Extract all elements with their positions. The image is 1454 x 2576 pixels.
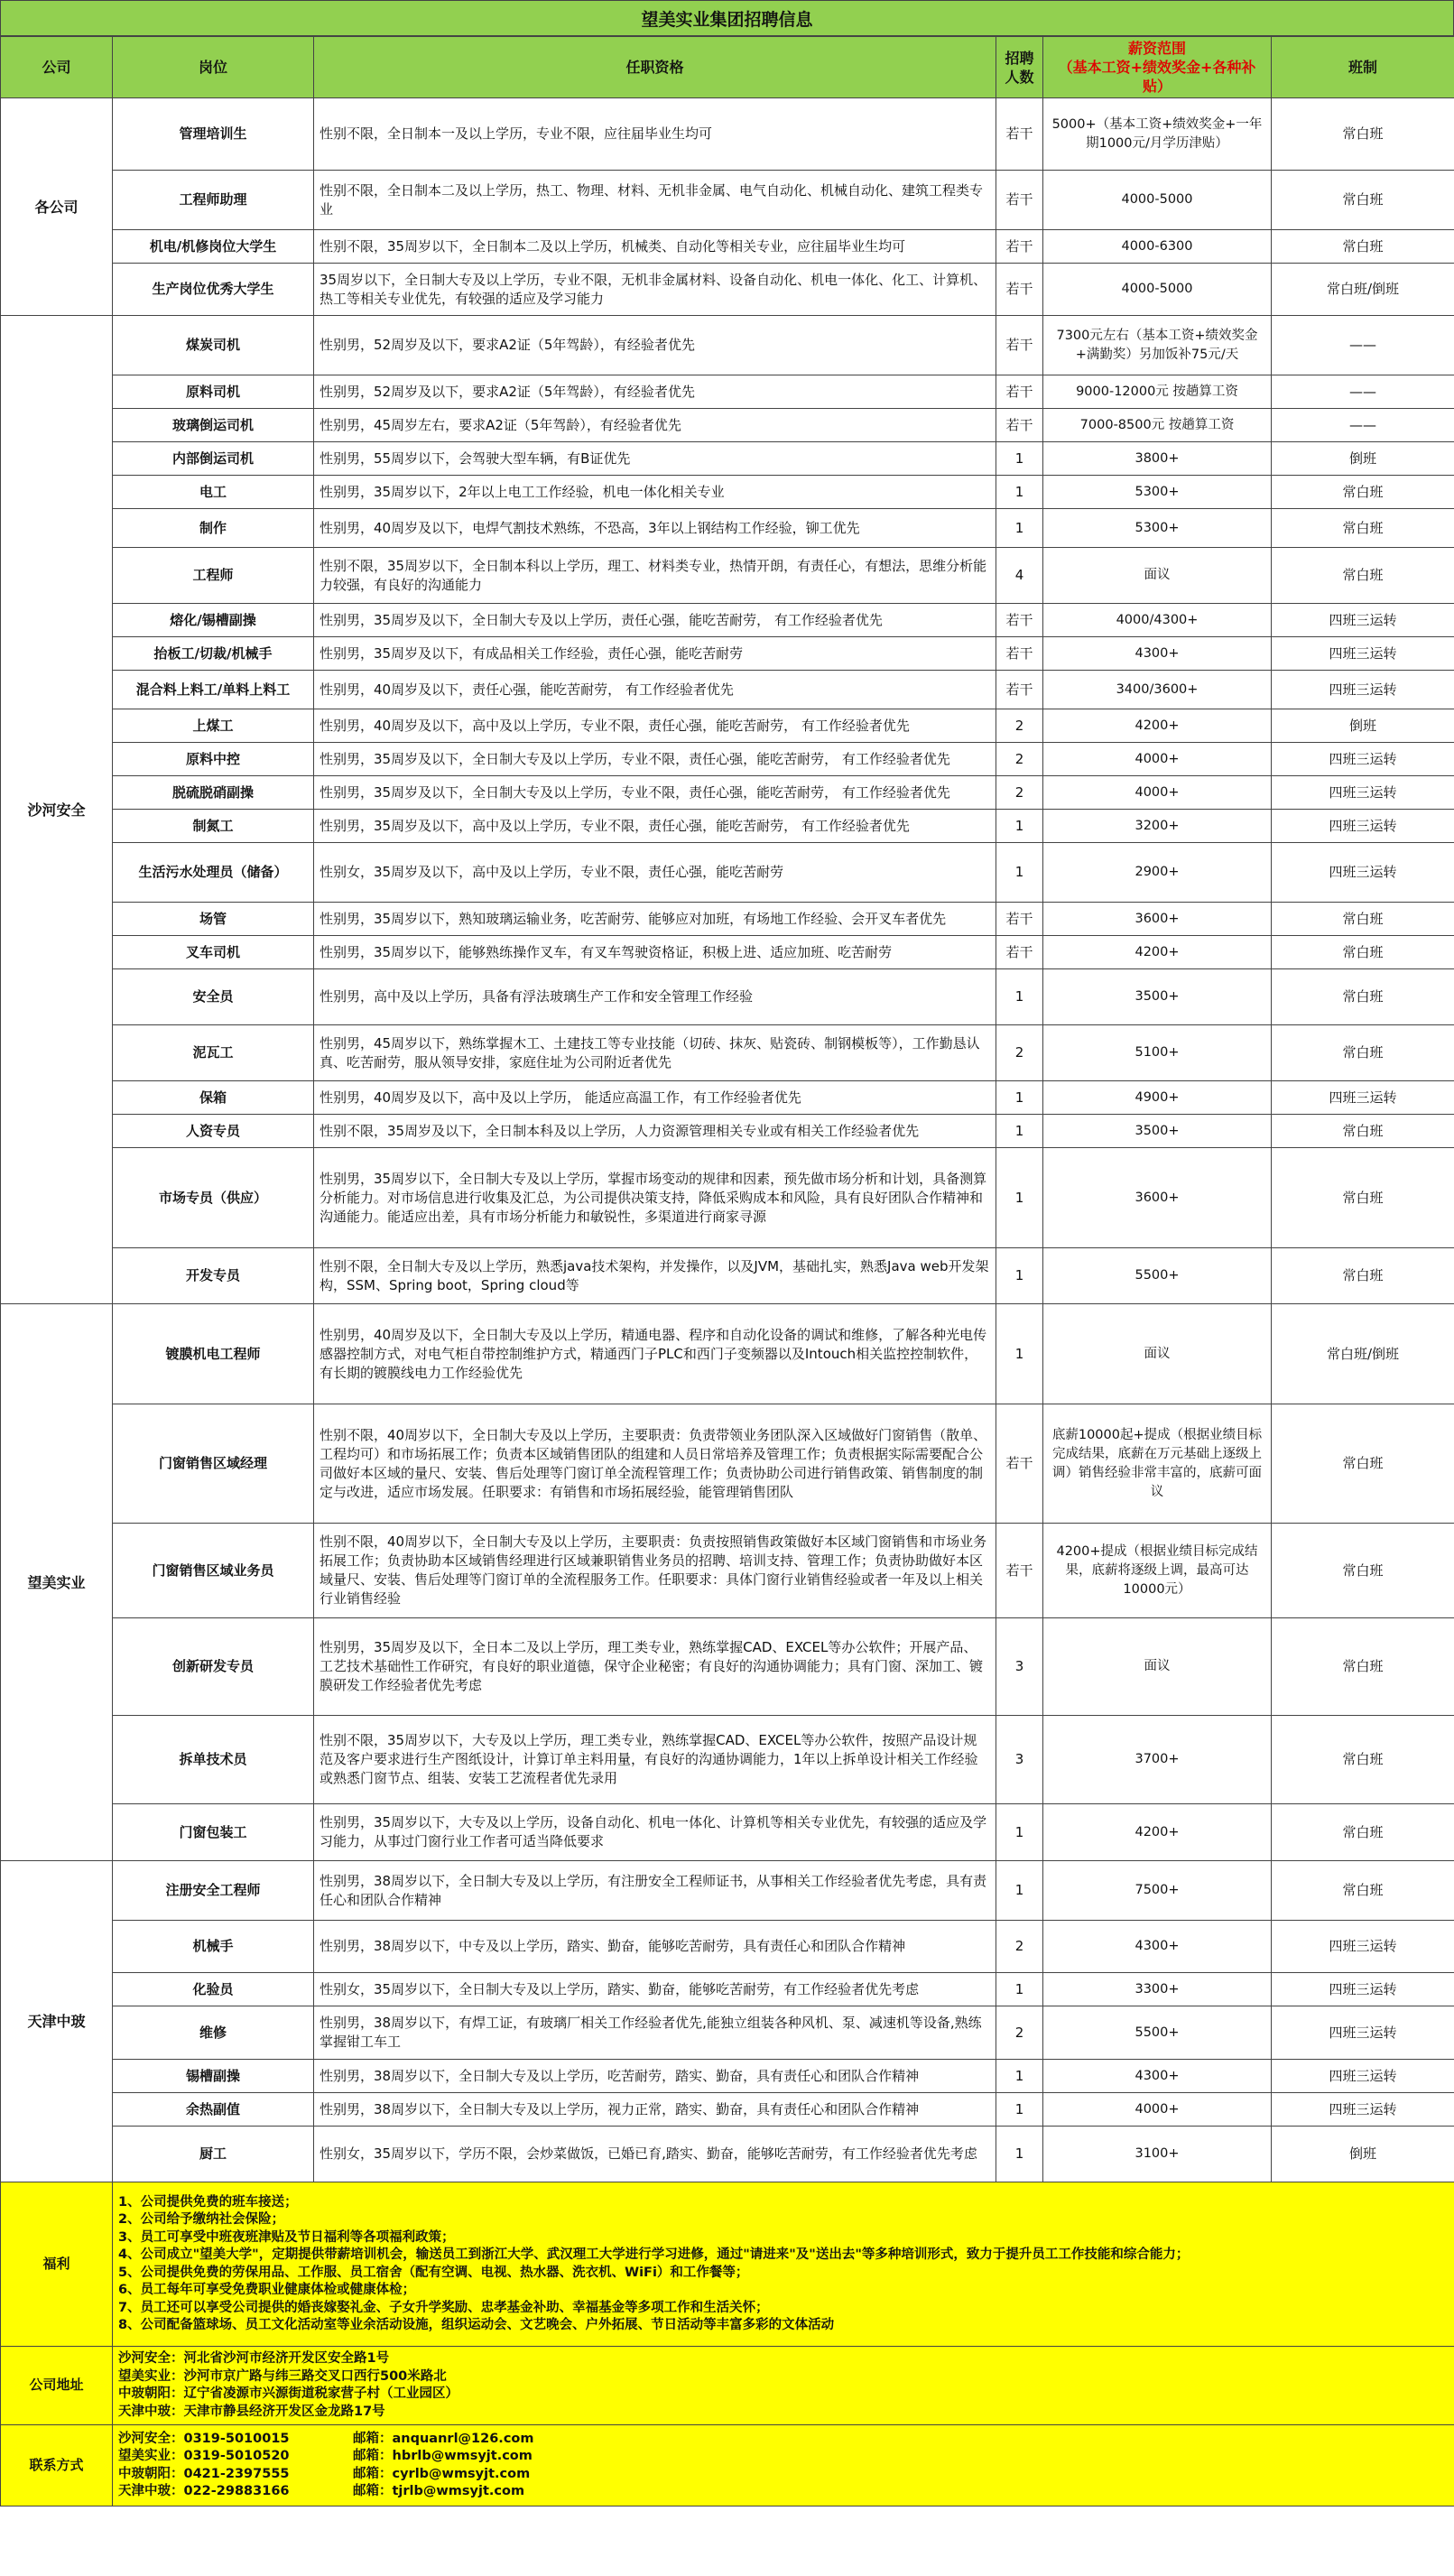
count-cell: 2 <box>996 743 1043 776</box>
requirement-cell: 性别男，55周岁以下，会驾驶大型车辆，有B证优先 <box>314 442 996 476</box>
position-cell: 原料司机 <box>113 375 314 409</box>
count-cell: 1 <box>996 1081 1043 1115</box>
welfare-item: 4、公司成立"望美大学"，定期提供带薪培训机会，输送员工到浙江大学、武汉理工大学进行学习进修，通过"请进来"及"送出去"等多种培训形式，致力于提升员工工作技能和综合能力； <box>118 2247 1190 2262</box>
requirement-cell: 性别不限，全日制大专及以上学历，熟悉java技术架构，并发操作，以及JVM，基础扎实，熟悉Java web开发架构，SSM、Spring boot，Spring cloud等 <box>314 1248 996 1304</box>
contact-phone: 沙河安全：0319-5010015 <box>118 2431 290 2446</box>
salary-cell: 4300+ <box>1043 637 1272 671</box>
shift-cell: 四班三运转 <box>1272 743 1454 776</box>
table-row <box>1 743 1454 776</box>
salary-cell: 3300+ <box>1043 1973 1272 2006</box>
table-row <box>1 843 1454 903</box>
shift-cell: 四班三运转 <box>1272 776 1454 810</box>
table-row <box>1 936 1454 969</box>
salary-cell: 4000/4300+ <box>1043 604 1272 637</box>
count-cell: 若干 <box>996 316 1043 375</box>
position-cell: 拆单技术员 <box>113 1716 314 1804</box>
shift-cell: 四班三运转 <box>1272 1081 1454 1115</box>
table-row <box>1 476 1454 509</box>
table-row <box>1 1618 1454 1716</box>
count-cell: 若干 <box>996 375 1043 409</box>
table-header-row <box>1 37 1454 98</box>
position-cell: 工程师助理 <box>113 171 314 230</box>
count-cell: 1 <box>996 810 1043 843</box>
salary-cell: 3100+ <box>1043 2127 1272 2182</box>
requirement-cell: 性别男，35周岁及以下，全日制大专及以上学历，专业不限，责任心强，能吃苦耐劳， 有工作经验者优先 <box>314 776 996 810</box>
salary-cell: 4200+ <box>1043 1804 1272 1861</box>
table-row <box>1 2060 1454 2093</box>
position-cell: 抬板工/切裁/机械手 <box>113 637 314 671</box>
count-cell: 若干 <box>996 98 1043 171</box>
position-cell: 内部倒运司机 <box>113 442 314 476</box>
requirement-cell: 性别男，52周岁及以下，要求A2证（5年驾龄），有经验者优先 <box>314 375 996 409</box>
salary-cell: 5500+ <box>1043 2006 1272 2060</box>
contact-email[interactable]: 邮箱：cyrlb@wmsyjt.com <box>353 2466 531 2481</box>
salary-cell: 4000-5000 <box>1043 171 1272 230</box>
table-row <box>1 1248 1454 1304</box>
table-row <box>1 1304 1454 1404</box>
count-cell: 若干 <box>996 903 1043 936</box>
salary-cell: 5500+ <box>1043 1248 1272 1304</box>
address-content <box>113 2347 1454 2425</box>
recruitment-table <box>0 36 1454 2507</box>
count-cell: 1 <box>996 2093 1043 2127</box>
requirement-cell: 性别不限，35周岁以下，全日制本科以上学历，理工、材料类专业，热情开朗，有责任心，有想法，思维分析能力较强，有良好的沟通能力 <box>314 548 996 604</box>
salary-cell: 4200+提成（根据业绩目标完成结果，底薪将逐级上调，最高可达10000元） <box>1043 1524 1272 1618</box>
shift-cell: 常白班 <box>1272 509 1454 548</box>
header-position: 岗位 <box>113 37 314 98</box>
count-cell: 若干 <box>996 1404 1043 1524</box>
shift-cell: 常白班 <box>1272 476 1454 509</box>
position-cell: 制氮工 <box>113 810 314 843</box>
count-cell: 1 <box>996 969 1043 1025</box>
requirement-cell: 性别男，高中及以上学历，具备有浮法玻璃生产工作和安全管理工作经验 <box>314 969 996 1025</box>
count-cell: 1 <box>996 1148 1043 1248</box>
shift-cell: —— <box>1272 375 1454 409</box>
shift-cell: 四班三运转 <box>1272 1973 1454 2006</box>
table-row <box>1 776 1454 810</box>
table-row <box>1 810 1454 843</box>
count-cell: 1 <box>996 843 1043 903</box>
address-item: 天津中玻：天津市静县经济开发区金龙路17号 <box>118 2404 385 2419</box>
table-row <box>1 1921 1454 1973</box>
salary-cell: 3400/3600+ <box>1043 671 1272 709</box>
requirement-cell: 性别男，35周岁及以下，高中及以上学历，专业不限，责任心强，能吃苦耐劳， 有工作经验者优先 <box>314 810 996 843</box>
salary-cell: 4000-6300 <box>1043 230 1272 264</box>
count-cell: 若干 <box>996 409 1043 442</box>
requirement-cell: 性别不限，全日制本二及以上学历，热工、物理、材料、无机非金属、电气自动化、机械自动化、建筑工程类专业 <box>314 171 996 230</box>
requirement-cell: 性别男，38周岁以下，全日制大专及以上学历，视力正常，踏实、勤奋，具有责任心和团队合作精神 <box>314 2093 996 2127</box>
position-cell: 场管 <box>113 903 314 936</box>
salary-cell: 2900+ <box>1043 843 1272 903</box>
shift-cell: 常白班 <box>1272 1404 1454 1524</box>
table-row <box>1 264 1454 316</box>
count-cell: 2 <box>996 709 1043 743</box>
address-label: 公司地址 <box>1 2347 113 2425</box>
salary-cell: 5100+ <box>1043 1025 1272 1081</box>
position-cell: 机电/机修岗位大学生 <box>113 230 314 264</box>
company-cell: 望美实业 <box>1 1304 113 1861</box>
table-row <box>1 1148 1454 1248</box>
header-salary <box>1043 37 1272 98</box>
table-row <box>1 1115 1454 1148</box>
position-cell: 管理培训生 <box>113 98 314 171</box>
contact-phone: 中玻朝阳：0421-2397555 <box>118 2466 290 2481</box>
salary-cell: 4000+ <box>1043 743 1272 776</box>
position-cell: 开发专员 <box>113 1248 314 1304</box>
salary-cell: 4000+ <box>1043 2093 1272 2127</box>
header-count: 招聘人数 <box>996 37 1043 98</box>
count-cell: 1 <box>996 2127 1043 2182</box>
company-cell: 沙河安全 <box>1 316 113 1304</box>
welfare-item: 8、公司配备篮球场、员工文化活动室等业余活动设施，组织运动会、文艺晚会、户外拓展、节日活动等丰富多彩的文体活动 <box>118 2318 835 2332</box>
shift-cell: 常白班 <box>1272 1716 1454 1804</box>
table-row <box>1 671 1454 709</box>
requirement-cell: 性别不限，35周岁以下，大专及以上学历，理工类专业，熟练掌握CAD、EXCEL等办公软件，按照产品设计规范及客户要求进行生产图纸设计，计算订单主料用量，有良好的沟通协调能力，1年以上拆单设计相关工作经验或熟悉门窗节点、组装、安装工艺流程者优先录用 <box>314 1716 996 1804</box>
table-row <box>1 1025 1454 1081</box>
count-cell: 2 <box>996 1025 1043 1081</box>
shift-cell: 常白班 <box>1272 1148 1454 1248</box>
position-cell: 门窗销售区域业务员 <box>113 1524 314 1618</box>
position-cell: 原料中控 <box>113 743 314 776</box>
contact-email[interactable]: 邮箱：anquanrl@126.com <box>353 2431 534 2446</box>
position-cell: 生活污水处理员（储备） <box>113 843 314 903</box>
requirement-cell: 性别男，45周岁以下，熟练掌握木工、土建技工等专业技能（切砖、抹灰、贴瓷砖、制钢模板等），工作勤恳认真、吃苦耐劳，服从领导安排，家庭住址为公司附近者优先 <box>314 1025 996 1081</box>
count-cell: 若干 <box>996 671 1043 709</box>
salary-cell: 7300元左右（基本工资+绩效奖金+满勤奖）另加饭补75元/天 <box>1043 316 1272 375</box>
address-item: 沙河安全：河北省沙河市经济开发区安全路1号 <box>118 2351 390 2366</box>
position-cell: 熔化/锡槽副操 <box>113 604 314 637</box>
requirement-cell: 性别不限，35周岁及以下，全日制本科及以上学历，人力资源管理相关专业或有相关工作经验者优先 <box>314 1115 996 1148</box>
shift-cell: 常白班 <box>1272 1248 1454 1304</box>
header-salary-note: （基本工资+绩效奖金+各种补贴） <box>1058 59 1256 95</box>
table-row <box>1 316 1454 375</box>
salary-cell: 4000-5000 <box>1043 264 1272 316</box>
shift-cell: 四班三运转 <box>1272 810 1454 843</box>
job-rows <box>1 98 1454 2182</box>
shift-cell: 四班三运转 <box>1272 2006 1454 2060</box>
requirement-cell: 性别女，35周岁以下，学历不限，会炒菜做饭，已婚已育,踏实、勤奋，能够吃苦耐劳，有工作经验者优先考虑 <box>314 2127 996 2182</box>
position-cell: 机械手 <box>113 1921 314 1973</box>
shift-cell: 常白班 <box>1272 1115 1454 1148</box>
welfare-item: 1、公司提供免费的班车接送； <box>118 2194 298 2210</box>
position-cell: 注册安全工程师 <box>113 1861 314 1921</box>
table-row <box>1 604 1454 637</box>
salary-cell: 5300+ <box>1043 509 1272 548</box>
requirement-cell: 性别不限，40周岁以下，全日制大专及以上学历，主要职责：负责按照销售政策做好本区域门窗销售和市场业务拓展工作；负责协助本区域销售经理进行区域兼职销售业务员的招聘、培训支持、管理工作；负责协助做好本区域量尺、安装、售后处理等门窗订单的全流程服务工作。任职要求：具体门窗行业销售经验或者一年及以上相关行业销售经验 <box>314 1524 996 1618</box>
requirement-cell: 性别男，45周岁左右，要求A2证（5年驾龄），有经验者优先 <box>314 409 996 442</box>
position-cell: 市场专员（供应） <box>113 1148 314 1248</box>
table-row <box>1 1404 1454 1524</box>
position-cell: 创新研发专员 <box>113 1618 314 1716</box>
shift-cell: 倒班 <box>1272 2127 1454 2182</box>
table-row <box>1 903 1454 936</box>
shift-cell: —— <box>1272 409 1454 442</box>
count-cell: 2 <box>996 776 1043 810</box>
shift-cell: 常白班 <box>1272 548 1454 604</box>
position-cell: 泥瓦工 <box>113 1025 314 1081</box>
table-row <box>1 171 1454 230</box>
requirement-cell: 性别男，52周岁及以下，要求A2证（5年驾龄），有经验者优先 <box>314 316 996 375</box>
welfare-row <box>1 2182 1454 2347</box>
salary-cell: 4200+ <box>1043 709 1272 743</box>
requirement-cell: 性别不限，全日制本一及以上学历，专业不限，应往届毕业生均可 <box>314 98 996 171</box>
position-cell: 叉车司机 <box>113 936 314 969</box>
shift-cell: 常白班 <box>1272 98 1454 171</box>
salary-cell: 9000-12000元 按趟算工资 <box>1043 375 1272 409</box>
requirement-cell: 性别男，35周岁及以下，全日本二及以上学历，理工类专业，熟练掌握CAD、EXCEL等办公软件；开展产品、工艺技术基础性工作研究，有良好的职业道德，保守企业秘密；有良好的沟通协调能力；具有门窗、深加工、镀膜研发工作经验者优先考虑 <box>314 1618 996 1716</box>
position-cell: 工程师 <box>113 548 314 604</box>
count-cell: 若干 <box>996 604 1043 637</box>
requirement-cell: 性别男，38周岁以下，中专及以上学历，踏实、勤奋，能够吃苦耐劳，具有责任心和团队合作精神 <box>314 1921 996 1973</box>
requirement-cell: 性别不限，40周岁以下，全日制大专及以上学历，主要职责：负责带领业务团队深入区域做好门窗销售（散单、工程均可）和市场拓展工作；负责本区域销售团队的组建和人员日常培养及管理工作；负责根据实际需要配合公司做好本区域的量尺、安装、售后处理等门窗订单全流程管理工作；负责协助公司进行销售政策、销售制度的制定与改进，适应市场发展。任职要求：有销售和市场拓展经验，能管理销售团队 <box>314 1404 996 1524</box>
position-cell: 电工 <box>113 476 314 509</box>
contact-email[interactable]: 邮箱：hbrlb@wmsyjt.com <box>353 2449 533 2463</box>
shift-cell: 常白班 <box>1272 230 1454 264</box>
requirement-cell: 35周岁以下，全日制大专及以上学历，专业不限，无机非金属材料、设备自动化、机电一体化、化工、计算机、热工等相关专业优先，有较强的适应及学习能力 <box>314 264 996 316</box>
salary-cell: 3200+ <box>1043 810 1272 843</box>
contact-email[interactable]: 邮箱：tjrlb@wmsyjt.com <box>353 2484 525 2498</box>
requirement-cell: 性别男，35周岁及以下，全日制大专及以上学历，责任心强，能吃苦耐劳， 有工作经验者优先 <box>314 604 996 637</box>
salary-cell: 3500+ <box>1043 1115 1272 1148</box>
header-salary-title: 薪资范围 <box>1127 40 1186 57</box>
table-row <box>1 442 1454 476</box>
welfare-label: 福利 <box>1 2182 113 2347</box>
requirement-cell: 性别男，40周岁及以下，电焊气割技术熟练，不恐高，3年以上钢结构工作经验，铆工优先 <box>314 509 996 548</box>
count-cell: 2 <box>996 1921 1043 1973</box>
salary-cell: 4900+ <box>1043 1081 1272 1115</box>
shift-cell: 常白班 <box>1272 1025 1454 1081</box>
requirement-cell: 性别男，40周岁及以下，高中及以上学历， 能适应高温工作，有工作经验者优先 <box>314 1081 996 1115</box>
salary-cell: 4000+ <box>1043 776 1272 810</box>
count-cell: 若干 <box>996 637 1043 671</box>
page-title: 望美实业集团招聘信息 <box>0 0 1454 36</box>
contact-label: 联系方式 <box>1 2425 113 2507</box>
table-row <box>1 709 1454 743</box>
shift-cell: 常白班 <box>1272 1618 1454 1716</box>
count-cell: 4 <box>996 548 1043 604</box>
count-cell: 1 <box>996 1304 1043 1404</box>
position-cell: 上煤工 <box>113 709 314 743</box>
salary-cell: 4300+ <box>1043 1921 1272 1973</box>
company-cell: 各公司 <box>1 98 113 316</box>
header-company: 公司 <box>1 37 113 98</box>
welfare-item: 7、员工还可以享受公司提供的婚丧嫁娶礼金、子女升学奖励、忠孝基金补助、幸福基金等多项工作和生活关怀； <box>118 2300 769 2315</box>
count-cell: 2 <box>996 2006 1043 2060</box>
salary-cell: 面议 <box>1043 1618 1272 1716</box>
shift-cell: —— <box>1272 316 1454 375</box>
shift-cell: 四班三运转 <box>1272 604 1454 637</box>
salary-cell: 3600+ <box>1043 903 1272 936</box>
requirement-cell: 性别男，35周岁以下，2年以上电工工作经验，机电一体化相关专业 <box>314 476 996 509</box>
shift-cell: 常白班 <box>1272 1861 1454 1921</box>
count-cell: 1 <box>996 1248 1043 1304</box>
salary-cell: 3500+ <box>1043 969 1272 1025</box>
requirement-cell: 性别男，40周岁及以下，全日制大专及以上学历，精通电器、程序和自动化设备的调试和维修，了解各种光电传感器控制方式，对电气柜自带控制维护方式，精通西门子PLC和西门子变频器以及Intouch相关监控控制软件，有长期的镀膜线电力工作经验优先 <box>314 1304 996 1404</box>
position-cell: 脱硫脱硝副操 <box>113 776 314 810</box>
shift-cell: 常白班 <box>1272 1804 1454 1861</box>
position-cell: 玻璃倒运司机 <box>113 409 314 442</box>
position-cell: 锡槽副操 <box>113 2060 314 2093</box>
address-item: 望美实业：沙河市京广路与纬三路交叉口西行500米路北 <box>118 2368 447 2384</box>
welfare-content <box>113 2182 1454 2347</box>
shift-cell: 常白班 <box>1272 903 1454 936</box>
contact-row <box>1 2425 1454 2507</box>
count-cell: 3 <box>996 1716 1043 1804</box>
count-cell: 若干 <box>996 936 1043 969</box>
shift-cell: 常白班 <box>1272 969 1454 1025</box>
table-row <box>1 509 1454 548</box>
salary-cell: 3600+ <box>1043 1148 1272 1248</box>
requirement-cell: 性别男，35周岁及以下，有成品相关工作经验，责任心强，能吃苦耐劳 <box>314 637 996 671</box>
position-cell: 煤炭司机 <box>113 316 314 375</box>
welfare-item: 3、员工可享受中班夜班津贴及节日福利等各项福利政策； <box>118 2229 455 2245</box>
table-row <box>1 230 1454 264</box>
count-cell: 若干 <box>996 1524 1043 1618</box>
footer-rows <box>1 2182 1454 2507</box>
shift-cell: 四班三运转 <box>1272 2060 1454 2093</box>
count-cell: 若干 <box>996 264 1043 316</box>
salary-cell: 7500+ <box>1043 1861 1272 1921</box>
position-cell: 镀膜机电工程师 <box>113 1304 314 1404</box>
table-row <box>1 409 1454 442</box>
position-cell: 厨工 <box>113 2127 314 2182</box>
requirement-cell: 性别男，35周岁及以下，全日制大专及以上学历，专业不限，责任心强，能吃苦耐劳， 有工作经验者优先 <box>314 743 996 776</box>
address-row <box>1 2347 1454 2425</box>
welfare-item: 6、员工每年可享受免费职业健康体检或健康体检； <box>118 2283 416 2297</box>
shift-cell: 常白班 <box>1272 171 1454 230</box>
table-row <box>1 1716 1454 1804</box>
requirement-cell: 性别男，38周岁以下，全日制大专及以上学历，吃苦耐劳，踏实、勤奋，具有责任心和团队合作精神 <box>314 2060 996 2093</box>
requirement-cell: 性别女，35周岁及以下，高中及以上学历，专业不限，责任心强，能吃苦耐劳 <box>314 843 996 903</box>
requirement-cell: 性别男，40周岁及以下，责任心强，能吃苦耐劳， 有工作经验者优先 <box>314 671 996 709</box>
requirement-cell: 性别男，35周岁以下，全日制大专及以上学历，掌握市场变动的规律和因素，预先做市场分析和计划，具备测算分析能力。对市场信息进行收集及汇总，为公司提供决策支持，降低采购成本和风险，具有良好团队合作精神和沟通能力。能适应出差，具有市场分析能力和敏锐性，多渠道进行商家寻源 <box>314 1148 996 1248</box>
requirement-cell: 性别男，35周岁以下，能够熟练操作叉车，有叉车驾驶资格证，积极上进、适应加班、吃苦耐劳 <box>314 936 996 969</box>
table-row <box>1 1861 1454 1921</box>
salary-cell: 3700+ <box>1043 1716 1272 1804</box>
count-cell: 1 <box>996 1115 1043 1148</box>
table-row <box>1 1081 1454 1115</box>
welfare-item: 2、公司给予缴纳社会保险； <box>118 2212 285 2227</box>
shift-cell: 倒班 <box>1272 709 1454 743</box>
salary-cell: 面议 <box>1043 548 1272 604</box>
table-row <box>1 2127 1454 2182</box>
shift-cell: 四班三运转 <box>1272 2093 1454 2127</box>
salary-cell: 5000+（基本工资+绩效奖金+一年期1000元/月学历津贴） <box>1043 98 1272 171</box>
table-row <box>1 548 1454 604</box>
table-row <box>1 1804 1454 1861</box>
count-cell: 1 <box>996 476 1043 509</box>
address-item: 中玻朝阳：辽宁省凌源市兴源街道税家营子村（工业园区） <box>118 2386 458 2401</box>
position-cell: 人资专员 <box>113 1115 314 1148</box>
salary-cell: 3800+ <box>1043 442 1272 476</box>
salary-cell: 面议 <box>1043 1304 1272 1404</box>
count-cell: 1 <box>996 1861 1043 1921</box>
position-cell: 制作 <box>113 509 314 548</box>
position-cell: 门窗销售区域经理 <box>113 1404 314 1524</box>
position-cell: 保箱 <box>113 1081 314 1115</box>
shift-cell: 常白班 <box>1272 936 1454 969</box>
count-cell: 若干 <box>996 171 1043 230</box>
shift-cell: 常白班/倒班 <box>1272 1304 1454 1404</box>
header-shift: 班制 <box>1272 37 1454 98</box>
table-row <box>1 375 1454 409</box>
salary-cell: 7000-8500元 按趟算工资 <box>1043 409 1272 442</box>
header-requirement: 任职资格 <box>314 37 996 98</box>
table-row <box>1 1973 1454 2006</box>
count-cell: 1 <box>996 1804 1043 1861</box>
shift-cell: 四班三运转 <box>1272 637 1454 671</box>
salary-cell: 4200+ <box>1043 936 1272 969</box>
position-cell: 生产岗位优秀大学生 <box>113 264 314 316</box>
count-cell: 若干 <box>996 230 1043 264</box>
count-cell: 1 <box>996 442 1043 476</box>
shift-cell: 常白班 <box>1272 1524 1454 1618</box>
company-cell: 天津中玻 <box>1 1861 113 2182</box>
position-cell: 混合料上料工/单料上料工 <box>113 671 314 709</box>
table-row <box>1 969 1454 1025</box>
contact-content <box>113 2425 1454 2507</box>
count-cell: 1 <box>996 2060 1043 2093</box>
table-row <box>1 98 1454 171</box>
shift-cell: 四班三运转 <box>1272 1921 1454 1973</box>
requirement-cell: 性别不限，35周岁以下，全日制本二及以上学历，机械类、自动化等相关专业，应往届毕业生均可 <box>314 230 996 264</box>
shift-cell: 四班三运转 <box>1272 843 1454 903</box>
position-cell: 化验员 <box>113 1973 314 2006</box>
shift-cell: 四班三运转 <box>1272 671 1454 709</box>
shift-cell: 倒班 <box>1272 442 1454 476</box>
contact-phone: 望美实业：0319-5010520 <box>118 2449 290 2463</box>
table-row <box>1 2006 1454 2060</box>
position-cell: 安全员 <box>113 969 314 1025</box>
requirement-cell: 性别男，35周岁以下，大专及以上学历，设备自动化、机电一体化、计算机等相关专业优先，有较强的适应及学习能力，从事过门窗行业工作者可适当降低要求 <box>314 1804 996 1861</box>
contact-phone: 天津中玻：022-29883166 <box>118 2484 290 2498</box>
table-row <box>1 2093 1454 2127</box>
requirement-cell: 性别女，35周岁以下，全日制大专及以上学历，踏实、勤奋，能够吃苦耐劳，有工作经验者优先考虑 <box>314 1973 996 2006</box>
contact-grid <box>118 2431 1449 2501</box>
position-cell: 余热副值 <box>113 2093 314 2127</box>
requirement-cell: 性别男，40周岁及以下，高中及以上学历，专业不限，责任心强，能吃苦耐劳， 有工作经验者优先 <box>314 709 996 743</box>
welfare-item: 5、公司提供免费的劳保用品、工作服、员工宿舍（配有空调、电视、热水器、洗衣机、WiFi）和工作餐等； <box>118 2265 749 2280</box>
count-cell: 3 <box>996 1618 1043 1716</box>
requirement-cell: 性别男，35周岁以下，熟知玻璃运输业务，吃苦耐劳、能够应对加班，有场地工作经验、会开叉车者优先 <box>314 903 996 936</box>
position-cell: 门窗包装工 <box>113 1804 314 1861</box>
count-cell: 1 <box>996 509 1043 548</box>
salary-cell: 5300+ <box>1043 476 1272 509</box>
table-row <box>1 1524 1454 1618</box>
position-cell: 维修 <box>113 2006 314 2060</box>
count-cell: 1 <box>996 1973 1043 2006</box>
table-row <box>1 637 1454 671</box>
requirement-cell: 性别男，38周岁以下，有焊工证，有玻璃厂相关工作经验者优先,能独立组装各种风机、泵、减速机等设备,熟练掌握钳工车工 <box>314 2006 996 2060</box>
shift-cell: 常白班/倒班 <box>1272 264 1454 316</box>
requirement-cell: 性别男，38周岁以下，全日制大专及以上学历，有注册安全工程师证书，从事相关工作经验者优先考虑，具有责任心和团队合作精神 <box>314 1861 996 1921</box>
salary-cell: 4300+ <box>1043 2060 1272 2093</box>
salary-cell: 底薪10000起+提成（根据业绩目标完成结果，底薪在万元基础上逐级上调）销售经验非常丰富的，底薪可面议 <box>1043 1404 1272 1524</box>
